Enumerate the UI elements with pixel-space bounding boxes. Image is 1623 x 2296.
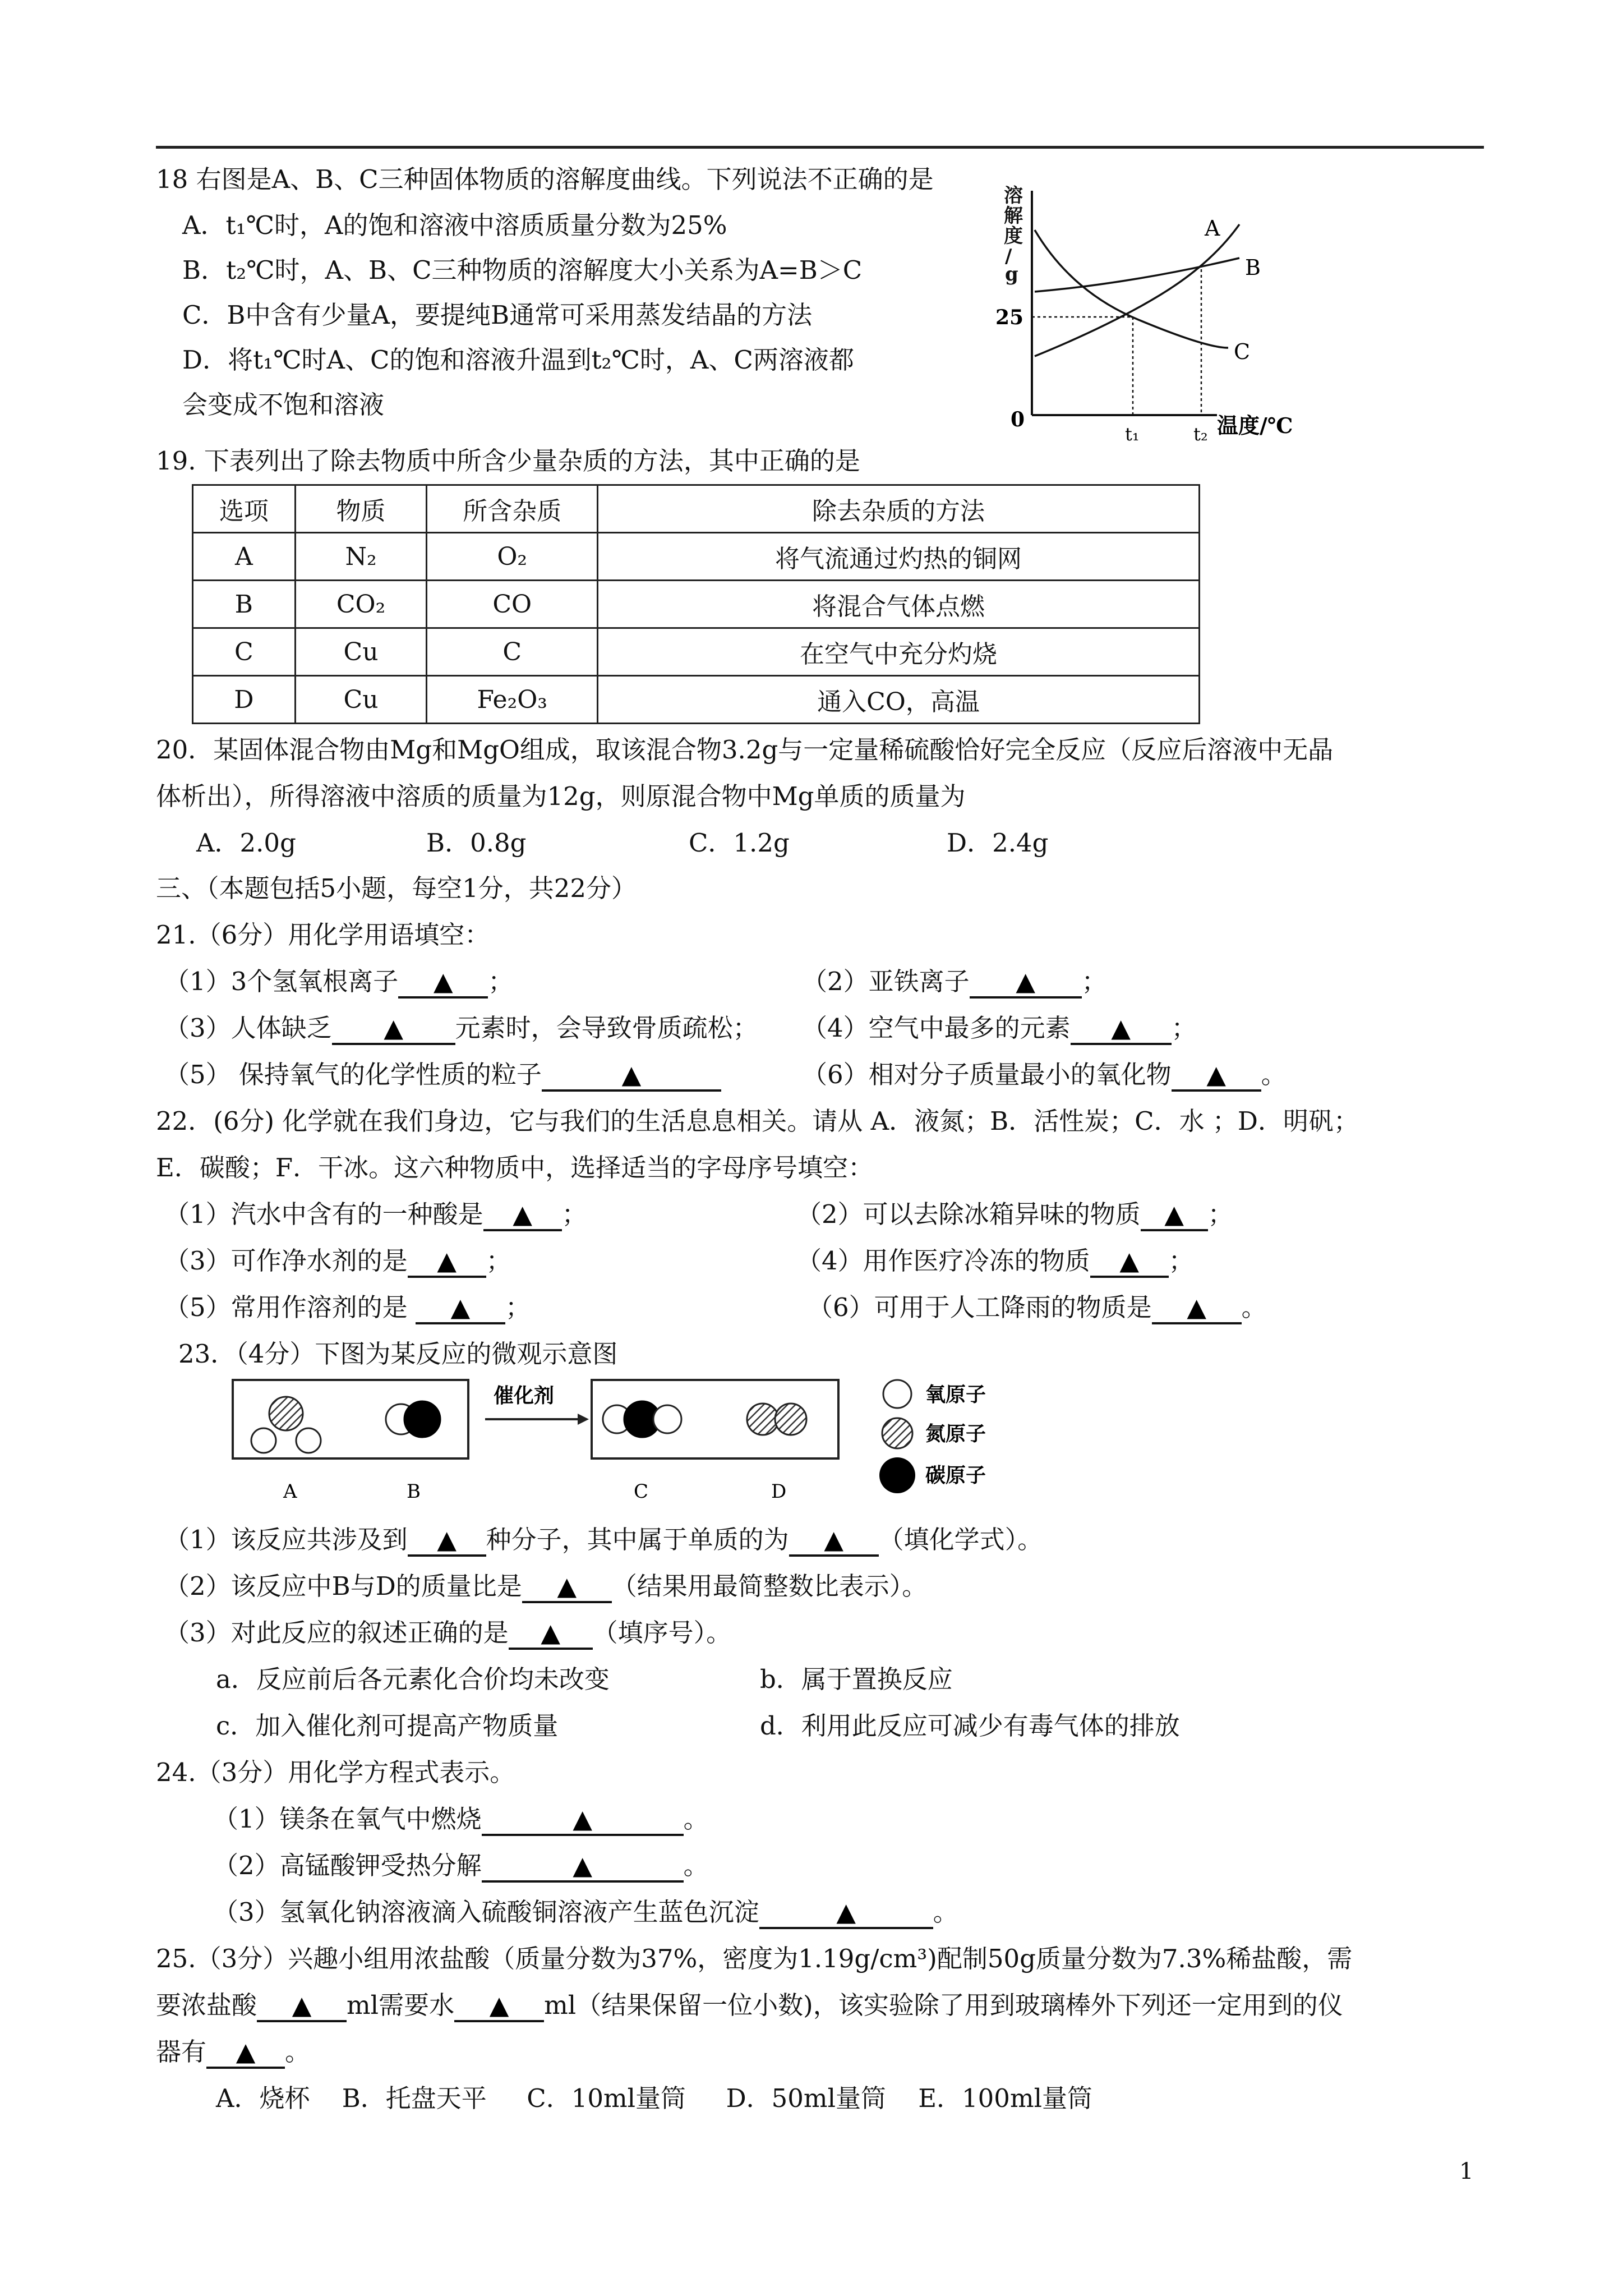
q21-part5: （5） 保持氧气的化学性质的粒子 ▲ [164, 1058, 721, 1092]
q24-part3: （3）氢氧化钠溶液滴入硫酸铜溶液产生蓝色沉淀 ▲ 。 [213, 1895, 958, 1929]
q23-choice-c: c．加入催化剂可提高产物质量 [216, 1711, 559, 1741]
triangle-icon: ▲ [1111, 1013, 1131, 1043]
answer-blank[interactable] [1152, 1293, 1242, 1324]
answer-blank[interactable] [206, 2037, 285, 2069]
table-cell: Fe₂O₃ [427, 676, 598, 724]
q23-choice-d: d．利用此反应可减少有毒气体的排放 [760, 1711, 1180, 1741]
triangle-icon: ▲ [450, 1292, 471, 1322]
label-a: A [283, 1480, 297, 1503]
x-tick-t1: t₁ [1125, 424, 1140, 443]
arrow-head-icon [578, 1414, 589, 1425]
page-number: 1 [1459, 2159, 1474, 2184]
table-cell: D [193, 676, 296, 724]
table-cell: Cu [295, 628, 427, 676]
carbon-atom-icon [404, 1401, 440, 1437]
q23-part1: （1）该反应共涉及到 ▲ 种分子，其中属于单质的为 ▲ （填化学式）。 [164, 1523, 1043, 1557]
header-cell: 选项 [193, 485, 296, 533]
table-cell: 将混合气体点燃 [598, 581, 1200, 628]
answer-blank[interactable] [1071, 1014, 1172, 1045]
legend-nitrogen-label: 氮原子 [925, 1422, 986, 1446]
table-cell: 在空气中充分灼烧 [598, 628, 1200, 676]
origin-label: 0 [1011, 408, 1025, 431]
triangle-icon: ▲ [541, 1618, 560, 1648]
q25-line1: 25.（3分）兴趣小组用浓盐酸（质量分数为37%，密度为1.19g/cm³)配制50g质量分数为7.3%稀盐酸，需 [156, 1944, 1353, 1973]
answer-blank[interactable] [509, 1618, 593, 1650]
table-cell: O₂ [427, 533, 598, 581]
reaction-diagram [230, 1374, 1043, 1515]
label-d: D [771, 1480, 787, 1503]
curve-b-label: B [1245, 255, 1261, 280]
answer-blank[interactable] [522, 1572, 612, 1603]
label-c: C [634, 1480, 649, 1503]
triangle-icon: ▲ [513, 1199, 532, 1229]
q18-stem: 18 右图是A、B、C三种固体物质的溶解度曲线。下列说法不正确的是 [156, 164, 934, 194]
q20-option-d: D．2.4g [947, 828, 1049, 858]
triangle-icon: ▲ [621, 1060, 642, 1089]
answer-blank[interactable] [416, 1293, 505, 1324]
section-3-heading: 三、（本题包括5小题，每空1分，共22分） [156, 873, 637, 903]
q19-stem: 19. 下表列出了除去物质中所含少量杂质的方法，其中正确的是 [156, 446, 860, 476]
q23-choice-a: a．反应前后各元素化合价均未改变 [216, 1664, 610, 1694]
curve-b [1035, 258, 1239, 292]
q25-line2: 要浓盐酸 ▲ ml需要水 ▲ ml（结果保留一位小数)，该实验除了用到玻璃棒外下列还一定用到的仪 [156, 1989, 1343, 2022]
q20-option-c: C．1.2g [689, 828, 790, 858]
answer-blank[interactable] [408, 1525, 486, 1557]
answer-blank[interactable] [542, 1060, 721, 1092]
triangle-icon: ▲ [437, 1246, 457, 1276]
q22-line1: 22．(6分) 化学就在我们身边，它与我们的生活息息相关。请从 A．液氮；B．活性炭；C．水 ；D．明矾； [156, 1106, 1359, 1136]
answer-blank[interactable] [1090, 1246, 1169, 1278]
oxygen-atom-icon [251, 1428, 276, 1453]
nitrogen-atom-icon [775, 1404, 806, 1435]
triangle-icon: ▲ [1016, 967, 1035, 996]
oxygen-atom-icon [653, 1405, 681, 1433]
q22-part1: （1）汽水中含有的一种酸是 ▲ ； [164, 1198, 587, 1231]
triangle-icon: ▲ [1206, 1060, 1226, 1089]
answer-blank[interactable] [398, 967, 488, 999]
catalyst-label: 催化剂 [494, 1384, 555, 1407]
triangle-icon: ▲ [557, 1571, 577, 1601]
table-cell: C [427, 628, 598, 676]
y-axis-label: 溶解度/ g [1004, 185, 1023, 286]
label-b: B [407, 1480, 421, 1503]
answer-blank[interactable] [257, 1991, 347, 2022]
table-cell: B [193, 581, 296, 628]
triangle-icon: ▲ [433, 967, 453, 996]
legend-oxygen-label: 氧原子 [925, 1383, 986, 1406]
q24-part1: （1）镁条在氧气中燃烧 ▲ 。 [213, 1802, 709, 1836]
q18-option-a: A．t₁℃时，A的饱和溶液中溶质质量分数为25% [182, 210, 727, 240]
table-cell: C [193, 628, 296, 676]
answer-blank[interactable] [1141, 1200, 1208, 1231]
q18-option-c: C．B中含有少量A，要提纯B通常可采用蒸发结晶的方法 [182, 300, 813, 330]
triangle-icon: ▲ [384, 1013, 403, 1043]
table-header-row [193, 485, 1200, 533]
triangle-icon: ▲ [489, 1990, 509, 2020]
table-cell: CO [427, 581, 598, 628]
answer-blank[interactable] [1172, 1060, 1261, 1092]
q22-line2: E．碳酸；F．干冰。这六种物质中，选择适当的字母序号填空： [156, 1153, 874, 1182]
triangle-icon: ▲ [1187, 1292, 1206, 1322]
q23-stem: 23．（4分）下图为某反应的微观示意图 [178, 1339, 618, 1369]
q19-table [192, 484, 1200, 724]
curve-a-label: A [1205, 216, 1220, 241]
q21-part6: （6）相对分子质量最小的氧化物 ▲ 。 [802, 1058, 1287, 1092]
curve-a [1035, 224, 1239, 356]
q22-part5: （5）常用作溶剂的是 ▲ ； [164, 1291, 531, 1324]
table-row [193, 628, 1200, 676]
triangle-icon: ▲ [573, 1804, 592, 1834]
answer-blank[interactable] [483, 1200, 562, 1231]
table-cell: N₂ [295, 533, 427, 581]
q24-stem: 24.（3分）用化学方程式表示。 [156, 1757, 515, 1787]
nitrogen-atom-icon [269, 1397, 303, 1430]
solubility-chart [993, 180, 1352, 443]
q21-part3: （3）人体缺乏 ▲ 元素时，会导致骨质疏松； [164, 1011, 758, 1045]
table-row [193, 676, 1200, 724]
table-cell: 将气流通过灼热的铜网 [598, 533, 1200, 581]
q24-part2: （2）高锰酸钾受热分解 ▲ 。 [213, 1849, 709, 1883]
q22-part2: （2）可以去除冰箱异味的物质 ▲ ； [796, 1198, 1233, 1231]
triangle-icon: ▲ [824, 1525, 843, 1554]
answer-blank[interactable] [789, 1525, 879, 1557]
q20-line1: 20．某固体混合物由Mg和MgO组成，取该混合物3.2g与一定量稀硫酸恰好完全反应（反应后溶液中无晶 [156, 735, 1334, 765]
answer-blank[interactable] [408, 1246, 486, 1278]
triangle-icon: ▲ [836, 1897, 856, 1927]
triangle-icon: ▲ [1119, 1246, 1139, 1276]
header-rule [156, 146, 1484, 149]
q23-choice-b: b．属于置换反应 [760, 1664, 953, 1694]
triangle-icon: ▲ [573, 1851, 592, 1880]
header-cell: 物质 [295, 485, 427, 533]
triangle-icon: ▲ [236, 2037, 256, 2067]
header-cell: 除去杂质的方法 [598, 485, 1200, 533]
q23-part2: （2）该反应中B与D的质量比是 ▲ （结果用最简整数比表示）。 [164, 1570, 927, 1603]
q18-option-b: B．t₂℃时，A、B、C三种物质的溶解度大小关系为A=B＞C [182, 255, 863, 285]
table-cell: Cu [295, 676, 427, 724]
triangle-icon: ▲ [292, 1990, 312, 2020]
q22-part6: （6）可用于人工降雨的物质是 ▲ 。 [808, 1291, 1267, 1324]
legend-carbon-label: 碳原子 [925, 1464, 986, 1487]
y-tick-25: 25 [995, 306, 1024, 329]
table-cell: CO₂ [295, 581, 427, 628]
q21-part1: （1）3个氢氧根离子 ▲ ； [164, 965, 513, 999]
legend-oxygen-icon [883, 1380, 911, 1408]
answer-blank[interactable] [759, 1898, 933, 1929]
x-axis-label: 温度/℃ [1217, 413, 1293, 438]
q20-option-a: A．2.0g [196, 828, 296, 858]
q25-options: A．烧杯 B．托盘天平 C．10ml量筒 D．50ml量筒 E．100ml量筒 [216, 2083, 1093, 2113]
q21-part4: （4）空气中最多的元素 ▲ ； [802, 1011, 1197, 1045]
answer-blank[interactable] [454, 1991, 544, 2022]
q22-part3: （3）可作净水剂的是 ▲ ； [164, 1244, 511, 1278]
table-cell: 通入CO，高温 [598, 676, 1200, 724]
answer-blank[interactable] [482, 1851, 684, 1883]
curve-c-label: C [1234, 339, 1251, 364]
answer-blank[interactable] [482, 1805, 684, 1836]
header-cell: 所含杂质 [427, 485, 598, 533]
legend-nitrogen-icon [882, 1418, 912, 1448]
legend-carbon-icon [879, 1457, 915, 1493]
q23-part3: （3）对此反应的叙述正确的是 ▲ （填序号）。 [164, 1616, 731, 1650]
answer-blank[interactable] [332, 1014, 455, 1045]
table-row [193, 581, 1200, 628]
q20-line2: 体析出），所得溶液中溶质的质量为12g，则原混合物中Mg单质的质量为 [156, 781, 966, 811]
oxygen-atom-icon [296, 1428, 321, 1453]
table-row [193, 533, 1200, 581]
q20-option-b: B．0.8g [426, 828, 527, 858]
q21-part2: （2）亚铁离子 ▲ ； [802, 965, 1107, 999]
nitrogen-atom-icon [747, 1404, 778, 1435]
q25-line3: 器有 ▲ 。 [156, 2035, 310, 2069]
answer-blank[interactable] [970, 967, 1082, 999]
triangle-icon: ▲ [437, 1525, 457, 1554]
table-cell: A [193, 533, 296, 581]
q22-part4: （4）用作医疗冷冻的物质 ▲ ； [796, 1244, 1194, 1278]
triangle-icon: ▲ [1164, 1199, 1184, 1229]
x-tick-t2: t₂ [1193, 424, 1208, 443]
q21-stem: 21.（6分）用化学用语填空： [156, 920, 490, 950]
q18-option-d: D．将t₁℃时A、C的饱和溶液升温到t₂℃时，A、C两溶液都 [182, 345, 854, 375]
q18-option-d-cont: 会变成不饱和溶液 [182, 390, 385, 420]
